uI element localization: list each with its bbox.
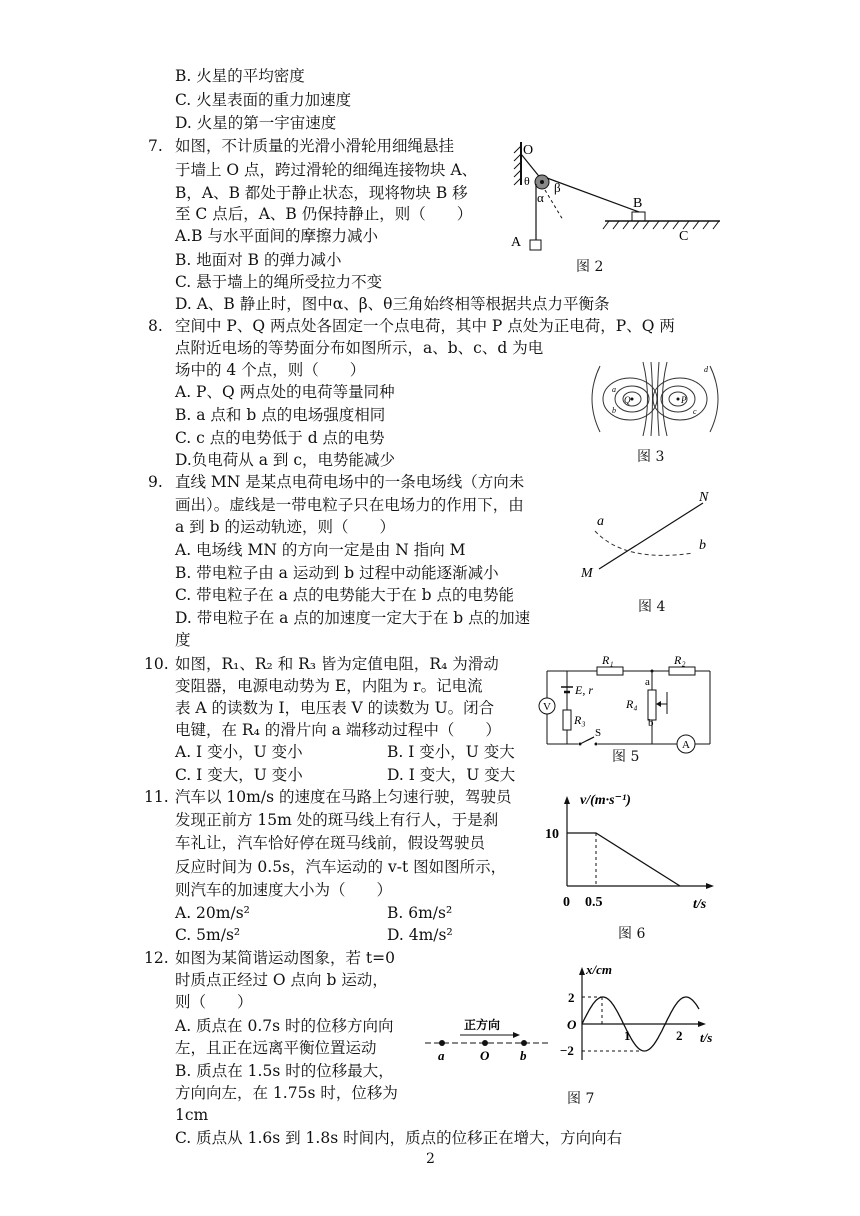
- q12-number: 12.: [144, 949, 169, 967]
- q12-point-a: a: [438, 1048, 445, 1063]
- q12-tick-t1: 1: [624, 1028, 631, 1043]
- q8-stem-2: 点附近电场的等势面分布如图所示，a、b、c、d 为电: [175, 339, 544, 357]
- q8-number: 8.: [148, 317, 163, 335]
- q9-option-b: B. 带电粒子由 a 运动到 b 过程中动能逐渐减小: [175, 564, 499, 582]
- q10-label-emf: E, r: [575, 683, 593, 697]
- q9-option-d: D. 带电粒子在 a 点的加速度一定大于在 b 点的加速: [175, 609, 531, 627]
- q11-number: 11.: [144, 788, 169, 806]
- q11-stem-4: 反应时间为 0.5s，汽车运动的 v-t 图如图所示，: [175, 858, 507, 876]
- q11-option-d: D. 4m/s²: [387, 926, 453, 944]
- q7-label-beta: β: [554, 180, 561, 195]
- q8-option-a: A. P、Q 两点处的电荷等量同种: [175, 383, 395, 401]
- q11-option-a: A. 20m/s²: [175, 904, 250, 922]
- q8-equipotential-figure: [590, 360, 720, 440]
- q7-stem-2: 于墙上 O 点，跨过滑轮的细绳连接物块 A、: [175, 161, 478, 179]
- q10-option-b: B. I 变小，U 变大: [387, 743, 515, 761]
- q9-label-b: b: [699, 538, 706, 553]
- q10-label-r4: R₄: [626, 697, 638, 711]
- q7-option-b: B. 地面对 B 的弹力减小: [175, 251, 342, 269]
- q7-label-alpha: α: [537, 190, 544, 205]
- q12-tick-t2: 2: [676, 1028, 683, 1043]
- q7-figure-caption: 图 2: [576, 259, 604, 275]
- q7-stem-4: 至 C 点后，A、B 仍保持静止，则（ ）: [175, 205, 473, 223]
- q7-label-o: O: [523, 143, 534, 158]
- q7-pulley-figure: [505, 140, 730, 255]
- q11-option-c: C. 5m/s²: [175, 926, 241, 944]
- q10-number: 10.: [144, 655, 169, 673]
- q12-option-a-2: 左，且正在远离平衡位置运动: [175, 1039, 377, 1057]
- q7-option-a: A.B 与水平面间的摩擦力减小: [175, 227, 378, 245]
- q6-option-b: B. 火星的平均密度: [175, 67, 305, 85]
- q12-tick-2: 2: [568, 990, 575, 1005]
- q8-stem-1: 空间中 P、Q 两点处各固定一个点电荷，其中 P 点处为正电荷，P、Q 两: [175, 317, 675, 335]
- q12-option-b-2: 方向向左，在 1.75s 时，位移为: [175, 1084, 398, 1102]
- q11-figure-caption: 图 6: [618, 926, 646, 942]
- q10-option-a: A. I 变小，U 变小: [175, 743, 303, 761]
- q12-option-c: C. 质点从 1.6s 到 1.8s 时间内，质点的位移正在增大，方向向右: [175, 1129, 623, 1147]
- q10-stem-2: 变阻器，电源电动势为 E，内阻为 r。记电流: [175, 677, 483, 695]
- q10-figure-caption: 图 5: [612, 749, 640, 765]
- q11-y-axis-label: v/(m·s⁻¹): [580, 793, 631, 808]
- q7-label-a: A: [511, 235, 522, 250]
- q12-figure-caption: 图 7: [567, 1091, 595, 1107]
- q8-label-p: P: [681, 395, 687, 405]
- q8-label-d: d: [704, 365, 708, 374]
- q11-tick-10: 10: [545, 827, 559, 842]
- q8-label-b: b: [612, 406, 616, 415]
- q10-label-voltmeter: V: [543, 701, 551, 713]
- q8-label-c: c: [693, 407, 697, 416]
- q12-point-o: O: [480, 1048, 490, 1063]
- q11-stem-1: 汽车以 10m/s 的速度在马路上匀速行驶，驾驶员: [175, 788, 512, 806]
- q7-stem-3: B，A、B 都处于静止状态，现将物块 B 移: [175, 184, 468, 202]
- q12-direction-label: 正方向: [464, 1018, 501, 1032]
- q12-x-axis-label: t/s: [700, 1030, 713, 1045]
- q9-label-n: N: [699, 490, 709, 505]
- q10-stem-3: 表 A 的读数为 I，电压表 V 的读数为 U。闭合: [175, 699, 495, 717]
- q9-label-a: a: [597, 514, 604, 529]
- q9-number: 9.: [148, 473, 163, 491]
- q10-option-c: C. I 变大，U 变小: [175, 766, 303, 784]
- q12-tick-minus2: −2: [560, 1043, 574, 1058]
- q10-label-r1: R₁: [602, 653, 614, 667]
- q6-option-c: C. 火星表面的重力加速度: [175, 91, 352, 109]
- q10-stem-1: 如图，R₁、R₂ 和 R₃ 皆为定值电阻，R₄ 为滑动: [175, 655, 499, 673]
- q7-label-c: C: [679, 229, 689, 244]
- q6-option-d: D. 火星的第一宇宙速度: [175, 114, 337, 132]
- q10-circuit-figure: [535, 652, 720, 752]
- q7-option-c: C. 悬于墙上的绳所受拉力不变: [175, 273, 383, 291]
- q12-axis-figure: [420, 1018, 550, 1068]
- q9-stem-1: 直线 MN 是某点电荷电场中的一条电场线（方向未: [175, 473, 525, 491]
- q8-option-c: C. c 点的电势低于 d 点的电势: [175, 429, 385, 447]
- q12-point-b: b: [520, 1048, 527, 1063]
- q7-label-b: B: [633, 196, 643, 211]
- q9-stem-2: 画出）。虚线是一带电粒子只在电场力的作用下，由: [175, 496, 524, 514]
- q12-option-a-1: A. 质点在 0.7s 时的位移方向向: [175, 1017, 394, 1035]
- q9-field-line-figure: [575, 485, 715, 580]
- q11-x-axis-label: t/s: [693, 897, 707, 912]
- q10-option-d: D. I 变大，U 变大: [387, 766, 516, 784]
- q11-tick-05: 0.5: [585, 895, 603, 910]
- q12-option-b-3: 1cm: [175, 1106, 209, 1124]
- q12-option-b-1: B. 质点在 1.5s 时的位移最大，: [175, 1062, 394, 1080]
- q12-origin-label: O: [567, 1017, 577, 1032]
- q12-stem-1: 如图为某简谐运动图象，若 t=0: [175, 949, 396, 967]
- q9-label-m: M: [581, 566, 593, 581]
- q7-option-d: D. A、B 静止时，图中α、β、θ三角始终相等根据共点力平衡条: [175, 295, 610, 313]
- q8-stem-3: 场中的 4 个点，则（ ）: [175, 361, 366, 379]
- q11-tick-0: 0: [563, 895, 570, 910]
- page-number: 2: [426, 1151, 435, 1167]
- q9-option-c: C. 带电粒子在 a 点的电势能大于在 b 点的电势能: [175, 586, 515, 604]
- q11-stem-5: 则汽车的加速度大小为（ ）: [175, 881, 393, 899]
- q9-stem-3: a 到 b 的运动轨迹，则（ ）: [175, 518, 395, 536]
- q11-vt-graph: [540, 790, 720, 915]
- q10-label-b: b: [648, 717, 654, 729]
- q7-number: 7.: [148, 137, 163, 155]
- q10-stem-4: 电键，在 R₄ 的滑片向 a 端移动过程中（ ）: [175, 721, 501, 739]
- q8-label-a: a: [612, 385, 616, 394]
- q7-label-theta: θ: [524, 174, 530, 188]
- q9-option-d-cont: 度: [175, 631, 191, 649]
- q8-label-q: Q: [624, 395, 631, 405]
- q11-option-b: B. 6m/s²: [387, 904, 453, 922]
- q7-stem-1: 如图，不计质量的光滑小滑轮用细绳悬挂: [175, 137, 455, 155]
- q12-stem-2: 时质点正经过 O 点向 b 运动，: [175, 971, 388, 989]
- q9-figure-caption: 图 4: [638, 599, 666, 615]
- q8-option-b: B. a 点和 b 点的电场强度相同: [175, 406, 386, 424]
- q10-label-switch: S: [595, 727, 602, 739]
- q8-figure-caption: 图 3: [637, 449, 665, 465]
- q10-label-r3: R₃: [574, 713, 586, 727]
- q8-option-d: D.负电荷从 a 到 c，电势能减少: [175, 451, 396, 469]
- q10-label-a: a: [645, 676, 650, 688]
- q10-label-r2: R₂: [674, 653, 686, 667]
- q12-stem-3: 则（ ）: [175, 993, 253, 1011]
- q9-option-a: A. 电场线 MN 的方向一定是由 N 指向 M: [175, 541, 466, 559]
- q11-stem-2: 发现正前方 15m 处的斑马线上有行人，于是刹: [175, 811, 499, 829]
- q11-stem-3: 车礼让，汽车恰好停在斑马线前，假设驾驶员: [175, 834, 486, 852]
- q12-y-axis-label: x/cm: [586, 962, 612, 977]
- q12-shm-graph: [560, 962, 720, 1067]
- q10-label-ammeter: A: [682, 739, 690, 751]
